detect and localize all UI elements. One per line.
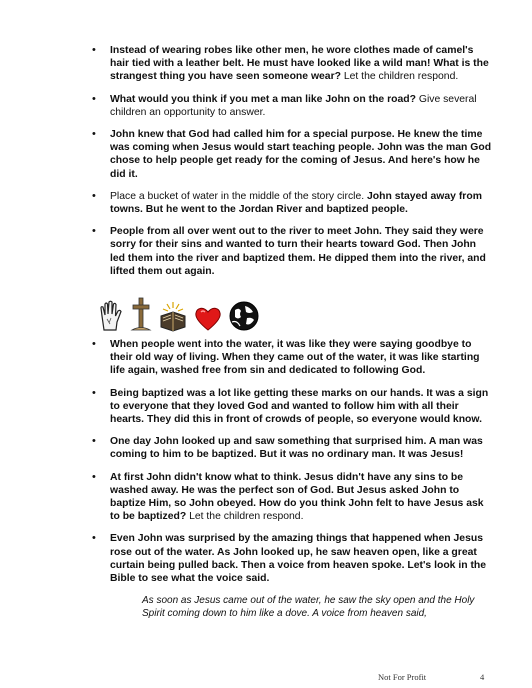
globe-icon xyxy=(228,300,260,332)
bullet-item: • People from all over went out to the river to meet John. They said they were sorry for their sins and wanted to turn their hearts toward God. Then John led them into the river and baptized them. He dipped them into the river, and lifted them out again. xyxy=(88,225,492,278)
bullet-item: • At first John didn't know what to think. Jesus didn't have any sins to be washed away. He was the perfect son of God. But Jesus asked John to baptize Him, so John obeyed. How do you think John felt to have Jesus ask to be baptized? Let the children respond. xyxy=(88,471,492,524)
hand-icon xyxy=(98,300,124,332)
bible-quote: As soon as Jesus came out of the water, he saw the sky open and the Holy Spirit coming down to him like a dove. A voice from heaven said, xyxy=(142,595,475,620)
footer-text: Not For Profit xyxy=(378,672,427,682)
bullet-item: • John knew that God had called him for a special purpose. He knew the time was coming when Jesus would start teaching people. John was the man God chose to help people get ready for the coming of Jesus. And here's how he did it. xyxy=(88,128,492,181)
bullet-item: • One day John looked up and saw something that surprised him. A man was coming to him to be baptized. But it was no ordinary man. It was Jesus! xyxy=(88,435,492,461)
cross-icon xyxy=(130,296,152,332)
bible-icon xyxy=(158,300,188,332)
bullet-item: • What would you think if you met a man like John on the road? Give several children an opportunity to answer. xyxy=(88,93,492,119)
bullet-item: • When people went into the water, it was like they were saying goodbye to their old way of living. When they came out of the water, it was like starting life again, washed free from sin and dedicated to following God. xyxy=(88,338,492,378)
page-number: 4 xyxy=(480,672,485,682)
heart-icon xyxy=(194,306,222,332)
bullet-item: • Instead of wearing robes like other men, he wore clothes made of camel's hair tied with a leather belt. He must have looked like a wild man! What is the strangest thing you have seen someone wear? Let the children respond. xyxy=(88,44,492,84)
icon-row xyxy=(98,296,492,332)
bullet-item: • Even John was surprised by the amazing things that happened when Jesus rose out of the water. As John looked up, he saw heaven open, like a great curtain being pulled back. Then a voice from heaven spoke. Let's look in the Bible to see what the voice said. xyxy=(88,532,492,585)
bullet-item: • Being baptized was a lot like getting these marks on our hands. It was a sign to everyone that they loved God and wanted to follow him with all their hearts. They did this in front of crowds of people, so everyone would know. xyxy=(88,387,492,427)
page-content xyxy=(88,44,492,620)
bullet-item: • Place a bucket of water in the middle of the story circle. John stayed away from towns. But he went to the Jordan River and baptized people. xyxy=(88,190,492,216)
